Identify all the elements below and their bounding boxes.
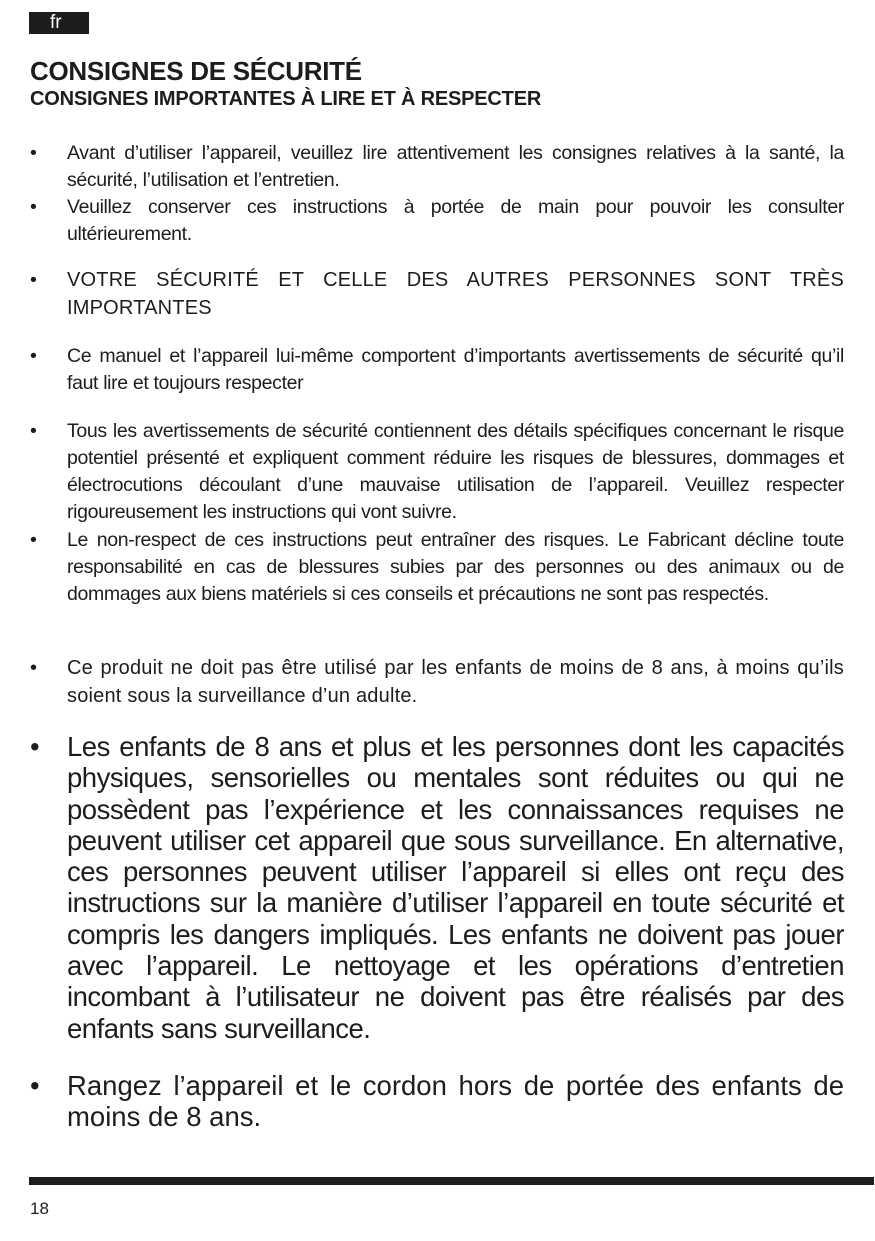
bullet: • [30, 529, 37, 551]
list-item-text: VOTRE SÉCURITÉ ET CELLE DES AUTRES PERSONNES SONT TRÈS IMPORTANTES [67, 269, 844, 319]
bullet: • [30, 345, 37, 367]
bullet: • [30, 731, 40, 762]
list-item [30, 731, 844, 1044]
list-item-text: Ce manuel et l’appareil lui-même comportent d’importants avertissements de sécurité qu’il faut lire et toujours respecter [67, 345, 844, 394]
list-item [30, 527, 844, 608]
list-item [30, 1070, 844, 1133]
bullet: • [30, 269, 37, 291]
language-tab: fr [29, 12, 89, 34]
page-subtitle: CONSIGNES IMPORTANTES À LIRE ET À RESPECTER [30, 88, 542, 110]
list-item [30, 343, 844, 397]
list-item-text: Ce produit ne doit pas être utilisé par les enfants de moins de 8 ans, à moins qu’ils soient sous la surveillance d’un adulte. [67, 657, 844, 707]
bullet: • [30, 142, 37, 164]
list-item [30, 140, 844, 194]
bullet: • [30, 1070, 40, 1101]
page-number: 18 [30, 1199, 49, 1218]
list-item-text: Le non-respect de ces instructions peut entraîner des risques. Le Fabricant décline toute responsabilité en cas de blessures subies par des personnes ou des animaux ou de dommages aux biens matériels si ces conseils et précautions ne sont pas respectés. [67, 529, 844, 605]
bullet: • [30, 657, 38, 679]
list-item-text: Tous les avertissements de sécurité contiennent des détails spécifiques concernant le risque potentiel présenté et expliquent comment réduire les risques de blessures, dommages et électrocutions découlant d’une mauvaise utilisation de l’appareil. Veuillez respecter rigoureusement les instructions qui vont suivre. [67, 420, 844, 523]
page-title: CONSIGNES DE SÉCURITÉ [30, 56, 362, 86]
list-item [30, 418, 844, 526]
list-item [30, 655, 844, 710]
bottom-divider [29, 1177, 874, 1185]
bullet: • [30, 420, 37, 442]
list-item [30, 267, 844, 322]
list-item-text: Avant d’utiliser l’appareil, veuillez lire attentivement les consignes relatives à la santé, la sécurité, l’utilisation et l’entretien. [67, 142, 844, 191]
list-item-text: Veuillez conserver ces instructions à portée de main pour pouvoir les consulter ultérieurement. [67, 196, 844, 245]
list-item-text: Rangez l’appareil et le cordon hors de portée des enfants de moins de 8 ans. [67, 1070, 844, 1133]
list-item-text: Les enfants de 8 ans et plus et les personnes dont les capacités physiques, sensorielles ou mentales sont réduites ou qui ne possèdent pas l’expérience et les connaissances requises ne peuvent utiliser cet appareil que sous surveillance. En alternative, ces personnes peuvent utiliser l’appareil si elles ont reçu des instructions sur la manière d’utiliser l’appareil en toute sécurité et compris les dangers impliqués. Les enfants ne doivent pas jouer avec l’appareil. Le nettoyage et les opérations d’entretien incombant à l’utilisateur ne doivent pas être réalisés par des enfants sans surveillance. [67, 731, 844, 1044]
bullet: • [30, 196, 37, 218]
list-item [30, 194, 844, 248]
